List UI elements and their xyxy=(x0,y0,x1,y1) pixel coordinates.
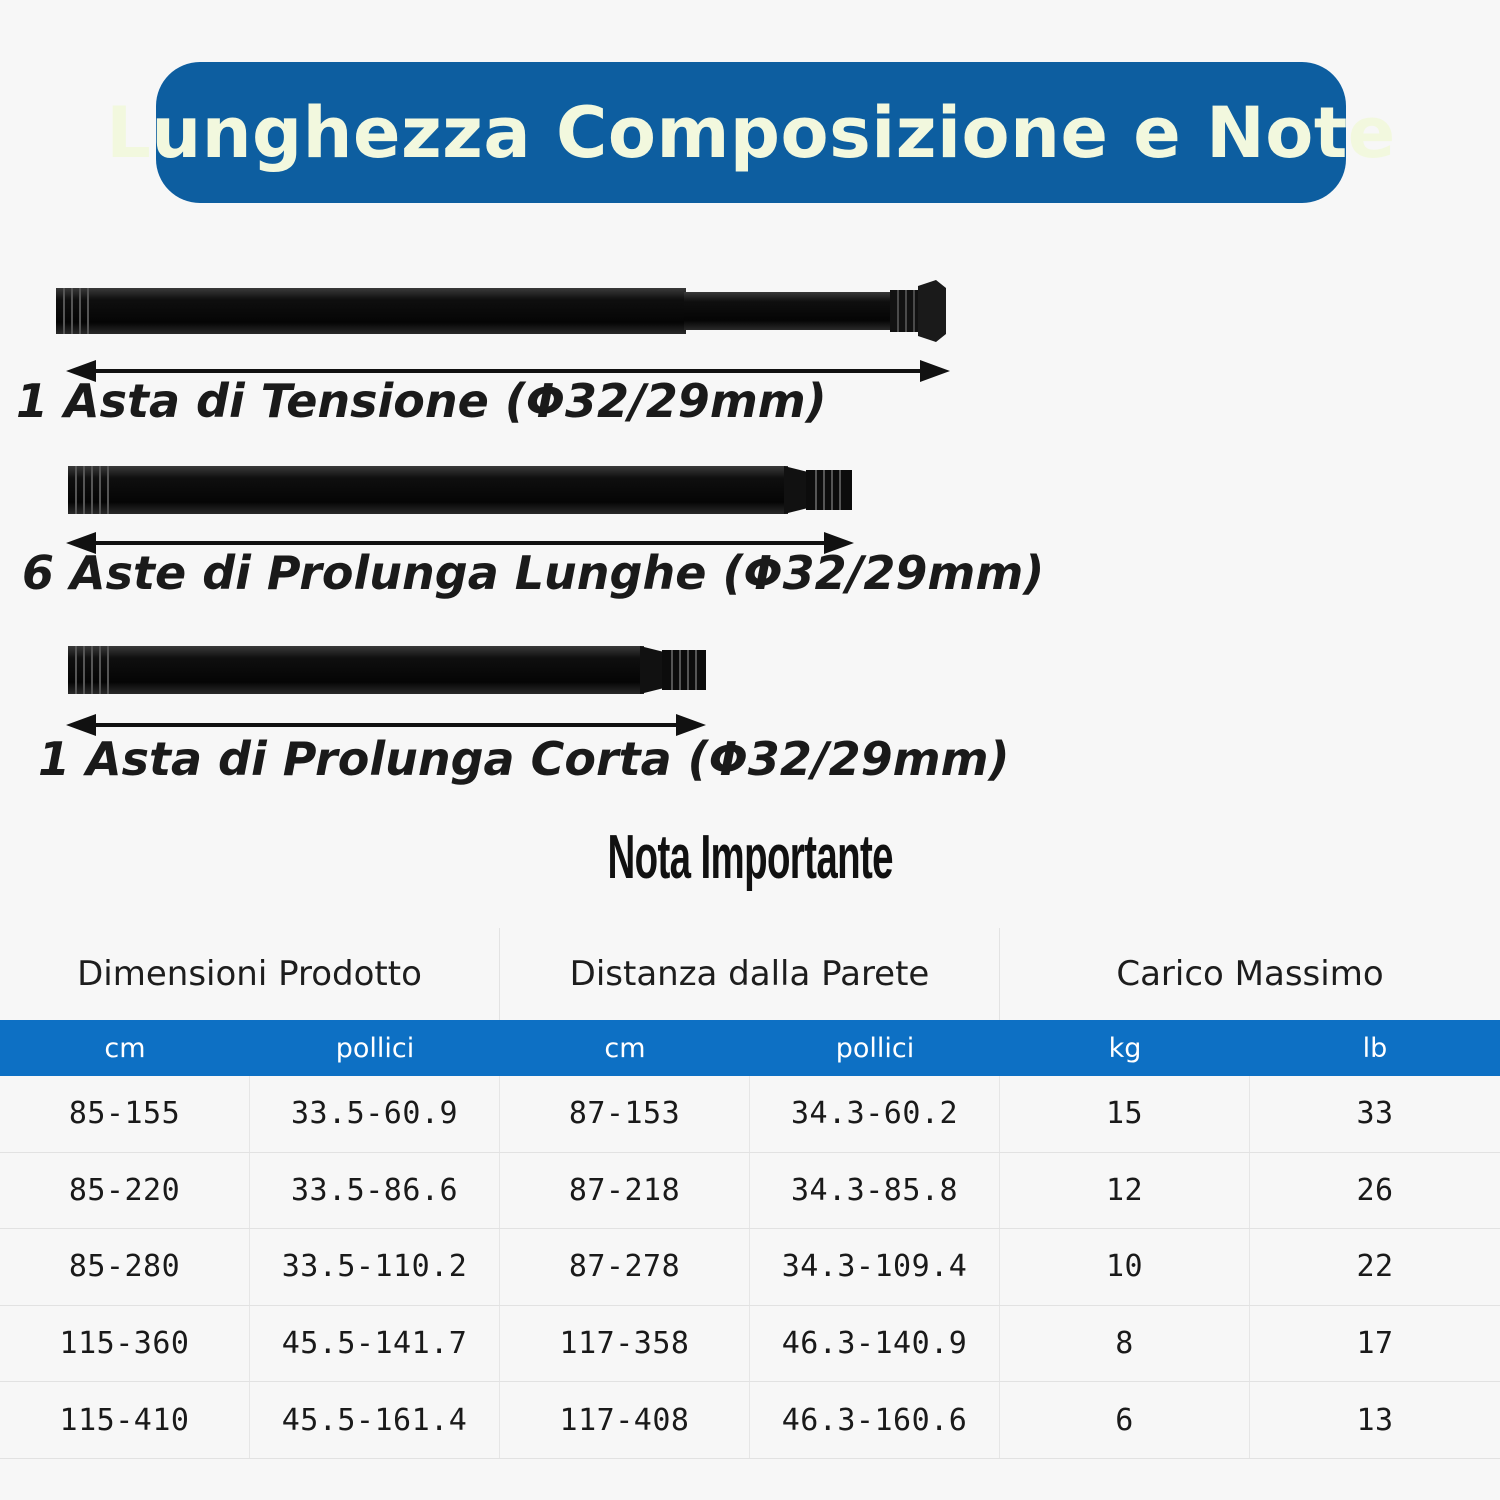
table-cell: 87-278 xyxy=(500,1229,750,1305)
table-cell: 17 xyxy=(1356,1326,1394,1362)
unit-header-cell: pollici xyxy=(835,1032,915,1064)
table-cell: 85-155 xyxy=(0,1076,250,1152)
unit-header-cell: pollici xyxy=(335,1032,415,1064)
group-wall-distance: Distanza dalla Parete xyxy=(500,928,1000,1020)
tension-rod-label: 1 Asta di Tensione (Φ32/29mm) xyxy=(16,374,827,428)
specs-table xyxy=(0,928,1500,1459)
table-cell: 33.5-86.6 xyxy=(250,1153,500,1229)
table-cell: 12 xyxy=(1000,1153,1250,1229)
table-cell: 33.5-110.2 xyxy=(250,1229,500,1305)
group-product-dimensions: Dimensioni Prodotto xyxy=(0,928,500,1020)
table-cell: 46.3-160.6 xyxy=(750,1382,1000,1458)
table-unit-header xyxy=(0,1020,1500,1076)
table-cell: 117-408 xyxy=(500,1382,750,1458)
table-cell: 10 xyxy=(1000,1229,1250,1305)
short-extension-rod-image xyxy=(68,642,708,698)
table-cell: 6 xyxy=(1000,1382,1250,1458)
table-cell: 13 xyxy=(1356,1402,1394,1438)
table-cell: 34.3-109.4 xyxy=(750,1229,1000,1305)
table-cell: 85-280 xyxy=(0,1229,250,1305)
table-row xyxy=(0,1229,1500,1306)
long-extension-rod-image xyxy=(68,462,854,518)
table-cell: 87-153 xyxy=(500,1076,750,1152)
table-cell: 45.5-161.4 xyxy=(250,1382,500,1458)
unit-header-cell: cm xyxy=(604,1032,646,1064)
table-cell: 15 xyxy=(1000,1076,1250,1152)
table-cell: 115-360 xyxy=(0,1306,250,1382)
table-group-header xyxy=(0,928,1500,1020)
table-cell: 46.3-140.9 xyxy=(750,1306,1000,1382)
page-title: Lunghezza Composizione e Note xyxy=(106,91,1396,174)
note-title-text: Nota Importante xyxy=(607,823,893,892)
long-extension-rod-label: 6 Aste di Prolunga Lunghe (Φ32/29mm) xyxy=(22,546,1045,600)
table-cell: 33 xyxy=(1356,1096,1394,1132)
short-extension-rod-label: 1 Asta di Prolunga Corta (Φ32/29mm) xyxy=(38,732,1010,786)
unit-header-cell: kg xyxy=(1108,1032,1142,1064)
table-row xyxy=(0,1076,1500,1153)
table-row xyxy=(0,1153,1500,1230)
table-cell: 115-410 xyxy=(0,1382,250,1458)
unit-header-cell: lb xyxy=(1362,1032,1388,1064)
note-title xyxy=(0,822,1500,893)
table-cell: 87-218 xyxy=(500,1153,750,1229)
title-banner xyxy=(106,62,1396,203)
unit-header-cell: cm xyxy=(104,1032,146,1064)
group-max-load: Carico Massimo xyxy=(1116,954,1384,994)
table-cell: 45.5-141.7 xyxy=(250,1306,500,1382)
table-cell: 26 xyxy=(1356,1172,1394,1208)
table-row xyxy=(0,1306,1500,1383)
table-cell: 34.3-60.2 xyxy=(750,1076,1000,1152)
table-row xyxy=(0,1382,1500,1459)
tension-rod-image xyxy=(56,278,950,344)
table-cell: 34.3-85.8 xyxy=(750,1153,1000,1229)
table-cell: 33.5-60.9 xyxy=(250,1076,500,1152)
table-cell: 85-220 xyxy=(0,1153,250,1229)
table-cell: 22 xyxy=(1356,1249,1394,1285)
table-cell: 8 xyxy=(1000,1306,1250,1382)
table-cell: 117-358 xyxy=(500,1306,750,1382)
